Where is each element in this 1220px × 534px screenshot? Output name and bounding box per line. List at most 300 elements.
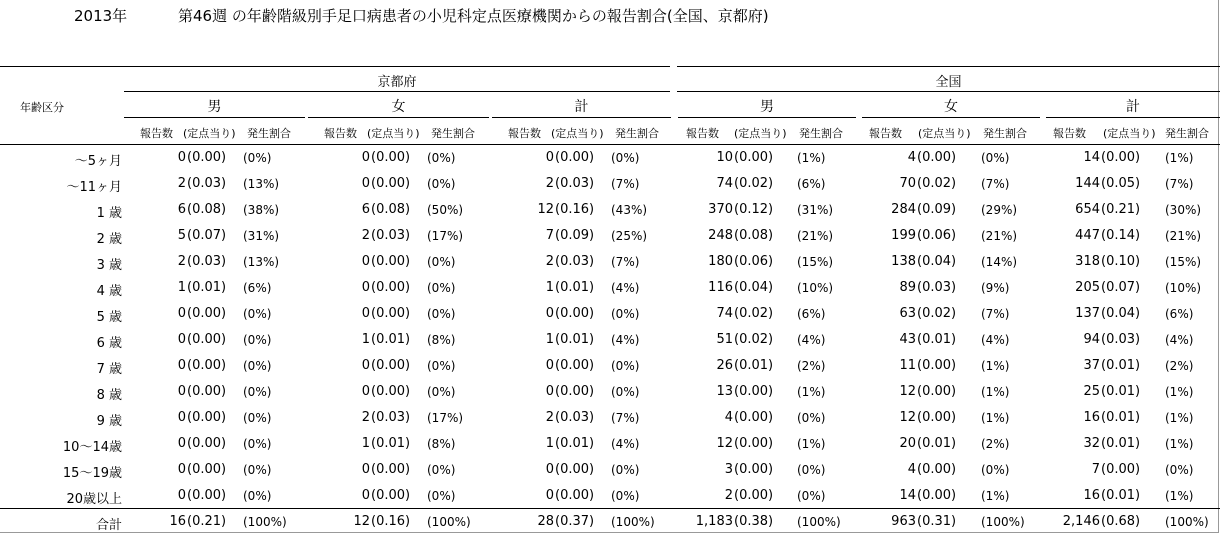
table-row-count: 0 (361, 306, 370, 321)
table-row-per-site: (0.00) (187, 358, 227, 373)
table-row-count: 4 (724, 410, 733, 425)
col-header-per-site: (定点当り) (551, 127, 604, 140)
total-row-per-site: (0.37) (555, 514, 595, 529)
sub-header-4: 女 (944, 99, 958, 115)
table-row-count: 10 (716, 150, 733, 165)
table-row-rate: (13%) (243, 255, 280, 269)
table-row-rate: (0%) (243, 489, 272, 503)
table-row-rate: (0%) (427, 385, 456, 399)
table-row-rate: (1%) (1165, 437, 1194, 451)
table-row-rate: (1%) (1165, 489, 1194, 503)
table-row-rate: (6%) (797, 307, 826, 321)
table-row-rate: (0%) (243, 463, 272, 477)
table-row-rate: (14%) (981, 255, 1018, 269)
table-row-rate: (0%) (427, 463, 456, 477)
table-row-rate: (4%) (1165, 333, 1194, 347)
table-row-count: 0 (177, 358, 186, 373)
col-header-report: 報告数 (686, 127, 719, 140)
table-row-count: 0 (361, 384, 370, 399)
table-row-label: 20歳以上 (66, 492, 122, 507)
col-header-rate: 発生割合 (431, 127, 475, 140)
table-row-count: 25 (1083, 384, 1100, 399)
table-row-rate: (2%) (797, 359, 826, 373)
table-row-rate: (0%) (981, 151, 1010, 165)
table-row-per-site: (0.06) (917, 228, 957, 243)
table-row-count: 0 (545, 488, 554, 503)
table-row-per-site: (0.03) (917, 280, 957, 295)
table-row-per-site: (0.08) (187, 202, 227, 217)
table-row-count: 1 (361, 332, 370, 347)
table-row-count: 2 (545, 176, 554, 191)
table-row-rate: (0%) (243, 385, 272, 399)
col-header-rate: 発生割合 (983, 127, 1027, 140)
table-row-count: 13 (716, 384, 733, 399)
table-row-per-site: (0.00) (371, 306, 411, 321)
table-row-rate: (38%) (243, 203, 280, 217)
table-row-count: 51 (716, 332, 733, 347)
table-row-count: 0 (177, 332, 186, 347)
sub-header-1: 女 (391, 99, 406, 115)
table-row-count: 0 (361, 358, 370, 373)
table-row-count: 0 (361, 488, 370, 503)
table-row-per-site: (0.00) (734, 462, 774, 477)
table-row-per-site: (0.03) (555, 410, 595, 425)
table-row-count: 63 (899, 306, 916, 321)
table-row-count: 0 (177, 436, 186, 451)
table-row-per-site: (0.00) (555, 462, 595, 477)
total-row-rate: (100%) (427, 515, 471, 529)
table-row-count: 205 (1075, 280, 1100, 295)
table-row-count: 6 (177, 202, 186, 217)
table-row-per-site: (0.00) (917, 150, 957, 165)
col-header-per-site: (定点当り) (734, 127, 787, 140)
table-row-label: 5 歳 (96, 310, 122, 325)
col-header-rate: 発生割合 (615, 127, 659, 140)
table-row-count: 2 (177, 254, 186, 269)
table-row-per-site: (0.00) (187, 462, 227, 477)
col-header-rate: 発生割合 (799, 127, 843, 140)
table-row-rate: (21%) (1165, 229, 1202, 243)
table-row-count: 26 (716, 358, 733, 373)
table-row-rate: (6%) (797, 177, 826, 191)
table-row-per-site: (0.04) (917, 254, 957, 269)
table-row-per-site: (0.00) (187, 436, 227, 451)
table-row-rate: (0%) (427, 359, 456, 373)
total-row-count: 16 (169, 514, 186, 529)
table-row-per-site: (0.08) (371, 202, 411, 217)
table-row-per-site: (0.01) (555, 280, 595, 295)
table-row-count: 0 (361, 150, 370, 165)
table-row-count: 370 (708, 202, 733, 217)
table-row-count: 447 (1075, 228, 1100, 243)
table-row-count: 0 (361, 462, 370, 477)
table-row-count: 199 (891, 228, 916, 243)
table-row-label: 〜11ヶ月 (66, 180, 122, 195)
table-row-rate: (15%) (1165, 255, 1202, 269)
sub-header-5: 計 (1126, 99, 1140, 115)
table-row-rate: (0%) (611, 489, 640, 503)
col-header-rate: 発生割合 (247, 127, 291, 140)
table-row-per-site: (0.02) (734, 306, 774, 321)
table-row-per-site: (0.03) (555, 254, 595, 269)
table-row-rate: (4%) (981, 333, 1010, 347)
table-row-per-site: (0.00) (371, 280, 411, 295)
table-row-count: 0 (177, 410, 186, 425)
table-row-count: 11 (899, 358, 916, 373)
table-row-count: 12 (899, 410, 916, 425)
table-row-per-site: (0.09) (555, 228, 595, 243)
total-row-rate: (100%) (1165, 515, 1209, 529)
table-row-per-site: (0.00) (917, 462, 957, 477)
table-row-rate: (0%) (427, 281, 456, 295)
rule-top-right (677, 66, 1220, 67)
table-row-count: 654 (1075, 202, 1100, 217)
table-row-rate: (8%) (427, 437, 456, 451)
total-row-per-site: (0.38) (734, 514, 774, 529)
table-row-per-site: (0.01) (371, 332, 411, 347)
table-row-rate: (29%) (981, 203, 1018, 217)
table-row-rate: (0%) (427, 255, 456, 269)
table-row-per-site: (0.00) (187, 306, 227, 321)
table-row-per-site: (0.00) (371, 254, 411, 269)
table-row-label: 9 歳 (96, 414, 122, 429)
table-row-count: 248 (708, 228, 733, 243)
table-row-per-site: (0.00) (734, 150, 774, 165)
table-row-count: 1 (545, 280, 554, 295)
table-row-label: 2 歳 (96, 232, 122, 247)
rule-header-bottom (0, 144, 1220, 145)
table-row-per-site: (0.21) (1101, 202, 1141, 217)
table-row-rate: (0%) (611, 359, 640, 373)
total-row-count: 1,183 (695, 514, 733, 529)
table-row-rate: (0%) (611, 385, 640, 399)
table-row-count: 6 (361, 202, 370, 217)
table-row-per-site: (0.07) (187, 228, 227, 243)
table-row-rate: (25%) (611, 229, 648, 243)
table-row-count: 89 (899, 280, 916, 295)
rule-group-left (124, 91, 670, 92)
table-row-per-site: (0.00) (555, 384, 595, 399)
table-row-rate: (7%) (981, 177, 1010, 191)
table-row-per-site: (0.16) (555, 202, 595, 217)
table-row-rate: (0%) (981, 463, 1010, 477)
title-main: 第46週 の年齢階級別手足口病患者の小児科定点医療機関からの報告割合(全国、京都府) (178, 7, 769, 25)
table-row-label: 4 歳 (96, 284, 122, 299)
table-row-rate: (7%) (611, 411, 640, 425)
table-row-per-site: (0.00) (187, 332, 227, 347)
table-row-per-site: (0.00) (555, 306, 595, 321)
total-row-per-site: (0.31) (917, 514, 957, 529)
table-row-per-site: (0.03) (371, 228, 411, 243)
table-row-count: 16 (1083, 488, 1100, 503)
table-row-per-site: (0.09) (917, 202, 957, 217)
table-row-rate: (0%) (243, 333, 272, 347)
age-header: 年齢区分 (20, 101, 64, 114)
sub-header-2: 計 (574, 99, 589, 115)
table-row-rate: (1%) (981, 411, 1010, 425)
table-row-rate: (1%) (1165, 151, 1194, 165)
table-row-count: 94 (1083, 332, 1100, 347)
table-row-count: 2 (545, 410, 554, 425)
table-row-count: 0 (361, 254, 370, 269)
table-row-count: 0 (545, 384, 554, 399)
sub-header-0: 男 (207, 99, 222, 115)
table-row-rate: (0%) (611, 463, 640, 477)
table-row-per-site: (0.00) (371, 384, 411, 399)
table-row-per-site: (0.04) (1101, 306, 1141, 321)
rule-sub-1 (308, 117, 489, 118)
total-row-per-site: (0.21) (187, 514, 227, 529)
table-row-rate: (6%) (243, 281, 272, 295)
table-row-per-site: (0.00) (1101, 462, 1141, 477)
table-row-rate: (4%) (611, 281, 640, 295)
table-row-per-site: (0.01) (917, 436, 957, 451)
table-row-per-site: (0.04) (734, 280, 774, 295)
rule-sub-4 (862, 117, 1040, 118)
table-row-rate: (0%) (243, 151, 272, 165)
table-row-per-site: (0.00) (371, 358, 411, 373)
table-row-per-site: (0.00) (371, 462, 411, 477)
table-row-rate: (0%) (427, 489, 456, 503)
table-row-count: 43 (899, 332, 916, 347)
table-row-count: 0 (545, 462, 554, 477)
table-row-label: 3 歳 (96, 258, 122, 273)
table-row-per-site: (0.01) (1101, 410, 1141, 425)
table-row-per-site: (0.01) (734, 358, 774, 373)
table-row-rate: (31%) (243, 229, 280, 243)
table-row-count: 137 (1075, 306, 1100, 321)
table-row-count: 2 (361, 410, 370, 425)
table-row-per-site: (0.02) (734, 332, 774, 347)
col-header-report: 報告数 (324, 127, 357, 140)
table-row-count: 2 (177, 176, 186, 191)
table-row-rate: (0%) (243, 437, 272, 451)
sub-header-3: 男 (760, 99, 774, 115)
table-row-label: 8 歳 (96, 388, 122, 403)
table-row-rate: (17%) (427, 229, 464, 243)
table-row-per-site: (0.00) (187, 150, 227, 165)
total-row-count: 2,146 (1062, 514, 1100, 529)
table-row-per-site: (0.00) (734, 488, 774, 503)
table-row-per-site: (0.00) (734, 436, 774, 451)
table-row-count: 1 (361, 436, 370, 451)
total-row-rate: (100%) (243, 515, 287, 529)
table-row-count: 12 (537, 202, 554, 217)
total-row-per-site: (0.68) (1101, 514, 1141, 529)
table-row-count: 1 (545, 436, 554, 451)
table-row-count: 16 (1083, 410, 1100, 425)
table-row-count: 5 (177, 228, 186, 243)
table-row-rate: (4%) (797, 333, 826, 347)
table-row-rate: (21%) (981, 229, 1018, 243)
table-row-per-site: (0.01) (1101, 358, 1141, 373)
table-row-per-site: (0.00) (371, 488, 411, 503)
table-row-count: 2 (545, 254, 554, 269)
table-row-per-site: (0.01) (917, 332, 957, 347)
rule-sub-5 (1046, 117, 1220, 118)
table-row-count: 12 (716, 436, 733, 451)
table-row-per-site: (0.01) (555, 436, 595, 451)
table-row-rate: (50%) (427, 203, 464, 217)
table-row-count: 14 (1083, 150, 1100, 165)
table-row-rate: (1%) (797, 151, 826, 165)
table-row-rate: (4%) (611, 333, 640, 347)
table-row-rate: (0%) (611, 151, 640, 165)
table-row-rate: (0%) (243, 307, 272, 321)
table-row-per-site: (0.00) (734, 384, 774, 399)
table-row-count: 144 (1075, 176, 1100, 191)
col-header-per-site: (定点当り) (367, 127, 420, 140)
rule-group-right (677, 91, 1220, 92)
table-row-label: 1 歳 (96, 206, 122, 221)
table-row-rate: (1%) (981, 359, 1010, 373)
table-row-count: 116 (708, 280, 733, 295)
table-row-count: 0 (177, 306, 186, 321)
rule-sub-2 (492, 117, 671, 118)
table-row-count: 138 (891, 254, 916, 269)
table-row-rate: (6%) (1165, 307, 1194, 321)
table-row-rate: (0%) (427, 151, 456, 165)
table-row-count: 0 (177, 150, 186, 165)
rule-top-left (0, 66, 670, 67)
table-row-count: 318 (1075, 254, 1100, 269)
table-row-count: 180 (708, 254, 733, 269)
col-header-report: 報告数 (140, 127, 173, 140)
table-row-per-site: (0.00) (917, 384, 957, 399)
table-row-per-site: (0.01) (1101, 384, 1141, 399)
table-row-per-site: (0.03) (555, 176, 595, 191)
table-row-per-site: (0.01) (555, 332, 595, 347)
table-row-rate: (7%) (1165, 177, 1194, 191)
total-row-per-site: (0.16) (371, 514, 411, 529)
col-header-report: 報告数 (869, 127, 902, 140)
table-row-per-site: (0.00) (555, 358, 595, 373)
table-row-per-site: (0.00) (734, 410, 774, 425)
table-row-per-site: (0.02) (917, 306, 957, 321)
group-header-national: 全国 (935, 75, 962, 90)
table-row-per-site: (0.08) (734, 228, 774, 243)
total-row-count: 28 (537, 514, 554, 529)
table-row-rate: (10%) (1165, 281, 1202, 295)
table-row-label: 6 歳 (96, 336, 122, 351)
table-row-rate: (7%) (981, 307, 1010, 321)
table-row-rate: (43%) (611, 203, 648, 217)
table-row-per-site: (0.07) (1101, 280, 1141, 295)
table-row-count: 3 (724, 462, 733, 477)
table-row-rate: (0%) (797, 463, 826, 477)
table-row-per-site: (0.01) (187, 280, 227, 295)
col-header-rate: 発生割合 (1165, 127, 1209, 140)
table-row-count: 0 (361, 176, 370, 191)
table-row-per-site: (0.00) (371, 176, 411, 191)
table-row-count: 32 (1083, 436, 1100, 451)
total-row-rate: (100%) (981, 515, 1025, 529)
table-row-count: 14 (899, 488, 916, 503)
table-row-per-site: (0.01) (371, 436, 411, 451)
table-row-rate: (1%) (1165, 385, 1194, 399)
total-row-rate: (100%) (611, 515, 655, 529)
table-row-rate: (10%) (797, 281, 834, 295)
rule-total (0, 508, 1220, 509)
table-row-count: 20 (899, 436, 916, 451)
table-row-count: 0 (361, 280, 370, 295)
table-row-label: 10〜14歳 (62, 440, 122, 455)
table-row-count: 0 (545, 306, 554, 321)
table-row-count: 0 (545, 150, 554, 165)
table-row-count: 0 (177, 384, 186, 399)
table-row-rate: (1%) (981, 489, 1010, 503)
table-row-rate: (2%) (981, 437, 1010, 451)
table-row-per-site: (0.00) (187, 488, 227, 503)
rule-sub-0 (124, 117, 305, 118)
table-row-per-site: (0.06) (734, 254, 774, 269)
col-header-report: 報告数 (1053, 127, 1086, 140)
table-row-rate: (8%) (427, 333, 456, 347)
table-row-per-site: (0.01) (1101, 436, 1141, 451)
rule-sub-3 (678, 117, 856, 118)
table-row-count: 0 (177, 462, 186, 477)
total-row-count: 12 (353, 514, 370, 529)
table-row-count: 2 (724, 488, 733, 503)
col-header-per-site: (定点当り) (918, 127, 971, 140)
table-row-count: 74 (716, 306, 733, 321)
table-row-rate: (9%) (981, 281, 1010, 295)
table-row-per-site: (0.00) (917, 358, 957, 373)
table-row-count: 4 (907, 150, 916, 165)
table-row-count: 2 (361, 228, 370, 243)
table-row-count: 1 (177, 280, 186, 295)
table-row-per-site: (0.05) (1101, 176, 1141, 191)
total-row-count: 963 (891, 514, 916, 529)
table-row-rate: (30%) (1165, 203, 1202, 217)
table-row-count: 74 (716, 176, 733, 191)
table-row-per-site: (0.10) (1101, 254, 1141, 269)
table-row-label: 7 歳 (96, 362, 122, 377)
table-row-per-site: (0.00) (917, 410, 957, 425)
group-header-kyoto: 京都府 (377, 75, 417, 90)
table-row-rate: (1%) (797, 385, 826, 399)
table-row-count: 7 (1091, 462, 1100, 477)
table-row-per-site: (0.00) (1101, 150, 1141, 165)
table-row-per-site: (0.03) (187, 254, 227, 269)
table-row-count: 1 (545, 332, 554, 347)
table-row-rate: (4%) (611, 437, 640, 451)
table-row-rate: (17%) (427, 411, 464, 425)
table-row-count: 7 (545, 228, 554, 243)
table-row-count: 0 (545, 358, 554, 373)
table-row-per-site: (0.00) (187, 384, 227, 399)
table-row-rate: (0%) (243, 359, 272, 373)
table-row-rate: (0%) (427, 177, 456, 191)
table-row-count: 37 (1083, 358, 1100, 373)
table-row-count: 12 (899, 384, 916, 399)
table-row-rate: (2%) (1165, 359, 1194, 373)
total-row-rate: (100%) (797, 515, 841, 529)
table-row-rate: (1%) (981, 385, 1010, 399)
table-row-per-site: (0.00) (917, 488, 957, 503)
table-row-count: 70 (899, 176, 916, 191)
table-row-rate: (1%) (1165, 411, 1194, 425)
table-row-per-site: (0.02) (734, 176, 774, 191)
table-row-rate: (7%) (611, 177, 640, 191)
table-row-per-site: (0.02) (917, 176, 957, 191)
table-row-per-site: (0.12) (734, 202, 774, 217)
table-row-count: 0 (177, 488, 186, 503)
table-row-per-site: (0.03) (1101, 332, 1141, 347)
table-row-rate: (15%) (797, 255, 834, 269)
table-row-rate: (31%) (797, 203, 834, 217)
table-row-rate: (0%) (427, 307, 456, 321)
